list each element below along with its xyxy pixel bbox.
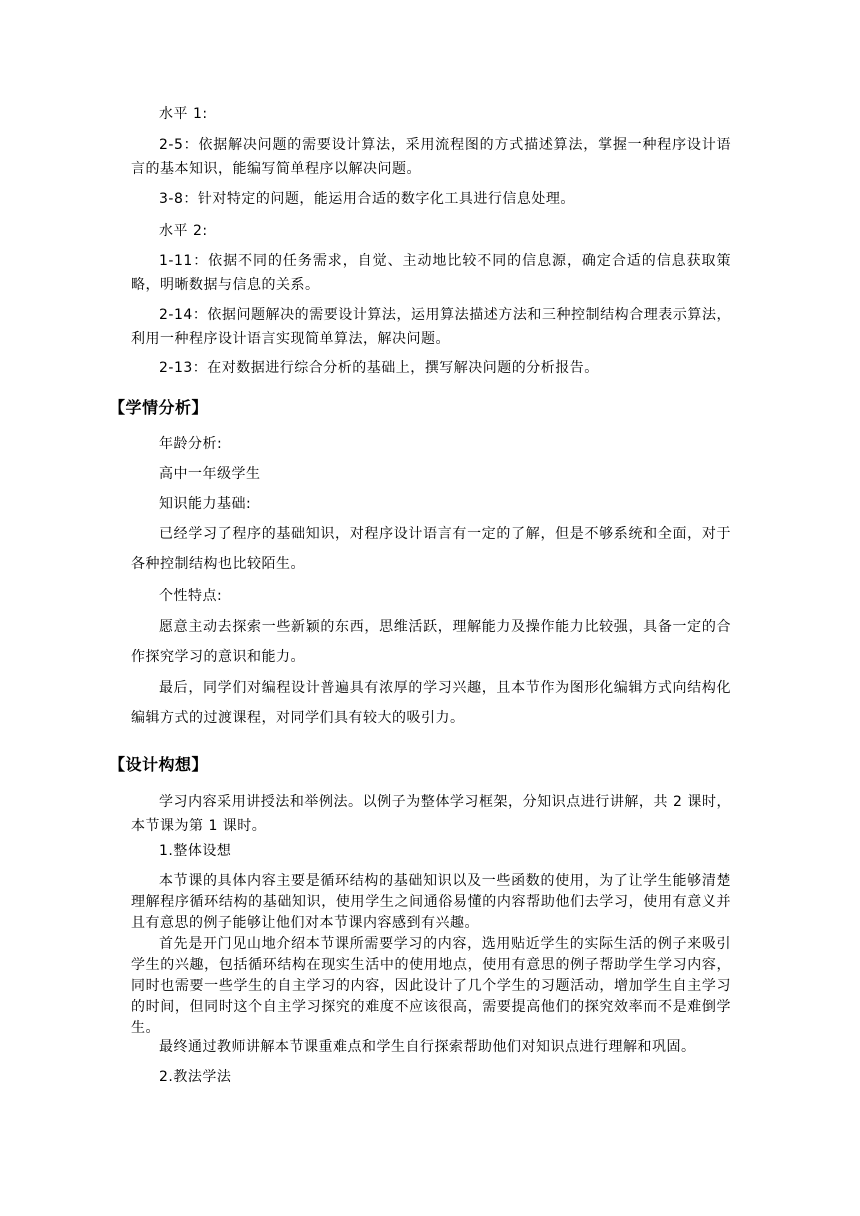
age-analysis-value: 高中一年级学生	[159, 466, 261, 482]
heading-student-analysis: 【学情分析】	[109, 398, 209, 417]
knowledge-text: 已经学习了程序的基础知识，对程序设计语言有一定的了解，但是不够系统和全面，对于各种控制结构也比较陌生。	[131, 526, 731, 572]
standard-1-11: 1-11：依据不同的任务需求，自觉、主动地比较不同的信息源，确定合适的信息获取策略，明晰数据与信息的关系。	[131, 253, 731, 293]
standard-2-14: 2-14：依据问题解决的需要设计算法，运用算法描述方法和三种控制结构合理表示算法，利用一种程序设计语言实现简单算法，解决问题。	[131, 307, 731, 347]
overall-para-1: 本节课的具体内容主要是循环结构的基础知识以及一些函数的使用，为了让学生能够清楚理解程序循环结构的基础知识，使用学生之间通俗易懂的内容帮助他们去学习，使用有意义并且有意思的例子能够让他们对本节课内容感到有兴趣。	[131, 873, 731, 931]
personality-label: 个性特点:	[159, 588, 223, 604]
standard-3-8: 3-8：针对特定的问题，能运用合适的数字化工具进行信息处理。	[159, 191, 575, 207]
level-2-label: 水平 2:	[159, 223, 208, 239]
overall-para-2: 首先是开门见山地介绍本节课所需要学习的内容，选用贴近学生的实际生活的例子来吸引学生的兴趣，包括循环结构在现实生活中的使用地点，使用有意思的例子帮助学生学习内容，同时也需要一些学生的自主学习的内容，因此设计了几个学生的习题活动，增加学生自主学习的时间，但同时这个自主学习探究的难度不应该很高，需要提高他们的探究效率而不是难倒学生。	[131, 936, 731, 1036]
level-1-label: 水平 1:	[159, 106, 208, 122]
knowledge-label: 知识能力基础:	[159, 496, 252, 512]
personality-text: 愿意主动去探索一些新颖的东西，思维活跃，理解能力及操作能力比较强，具备一定的合作探究学习的意识和能力。	[131, 619, 731, 665]
standard-2-13: 2-13：在对数据进行综合分析的基础上，撰写解决问题的分析报告。	[159, 360, 599, 376]
finally-text: 最后，同学们对编程设计普遍具有浓厚的学习兴趣，且本节作为图形化编辑方式向结构化编辑方式的过渡课程，对同学们具有较大的吸引力。	[131, 680, 731, 726]
subheading-teaching-methods: 2.教法学法	[159, 1069, 232, 1085]
age-analysis-label: 年龄分析:	[159, 436, 223, 452]
standard-2-5: 2-5：依据解决问题的需要设计算法，采用流程图的方式描述算法，掌握一种程序设计语言的基本知识，能编写简单程序以解决问题。	[131, 137, 731, 177]
heading-design-concept: 【设计构想】	[109, 755, 209, 774]
design-intro: 学习内容采用讲授法和举例法。以例子为整体学习框架，分知识点进行讲解，共 2 课时，本节课为第 1 课时。	[131, 794, 731, 834]
overall-para-3: 最终通过教师讲解本节课重难点和学生自行探索帮助他们对知识点进行理解和巩固。	[159, 1039, 696, 1055]
subheading-overall: 1.整体设想	[159, 843, 232, 859]
